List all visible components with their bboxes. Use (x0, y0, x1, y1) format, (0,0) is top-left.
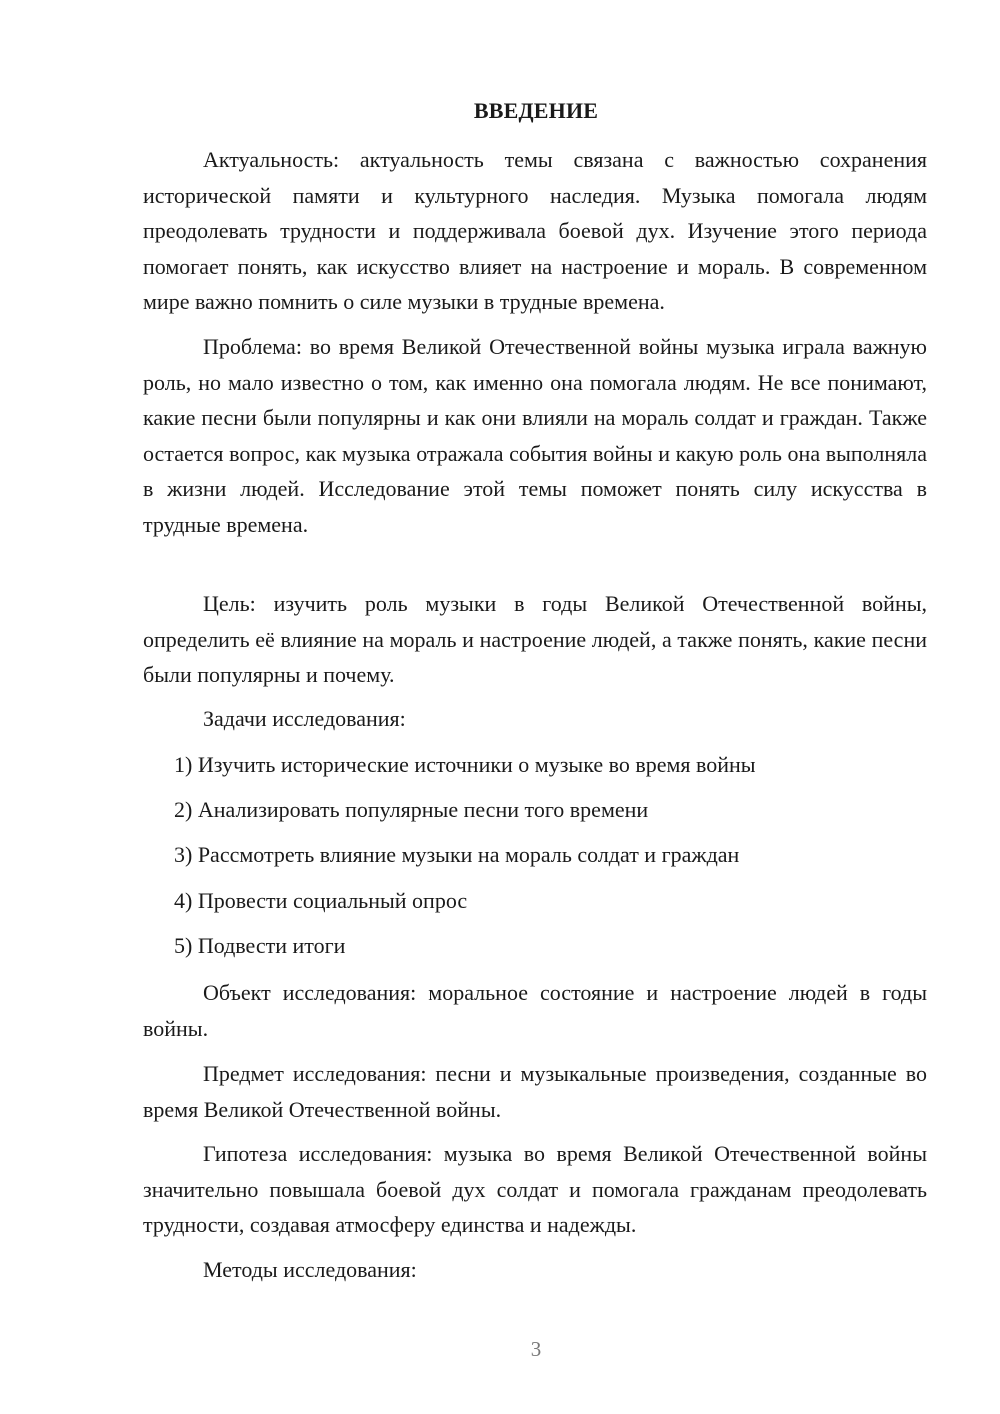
object-paragraph: Объект исследования: моральное состояние и настроение людей в годы войны. (143, 980, 927, 1041)
page-number: 3 (530, 1337, 542, 1361)
hypothesis-paragraph: Гипотеза исследования: музыка во время Великой Отечественной войны значительно повышала боевой дух солдат и помогала гражданам преодолевать трудности, создавая атмосферу единства и надежды. (143, 1141, 927, 1237)
tasks-heading: Задачи исследования: (203, 706, 406, 731)
problem-paragraph: Проблема: во время Великой Отечественной войны музыка играла важную роль, но мало известно о том, как именно она помогала людям. Не все понимают, какие песни были популярны и как они влияли на мораль солдат и граждан. Также остается вопрос, как музыка отражала события войны и какую роль она выполняла в жизни людей. Исследование этой темы поможет понять силу искусства в трудные времена. (143, 334, 927, 537)
task-item: 5) Подвести итоги (174, 933, 346, 958)
subject-paragraph: Предмет исследования: песни и музыкальные произведения, созданные во время Великой Отечественной войны. (143, 1061, 927, 1122)
task-item: 4) Провести социальный опрос (174, 888, 468, 913)
section-title: ВВЕДЕНИЕ (473, 98, 599, 123)
task-item: 1) Изучить исторические источники о музыке во время войны (174, 752, 756, 777)
relevance-paragraph: Актуальность: актуальность темы связана с важностью сохранения исторической памяти и культурного наследия. Музыка помогала людям преодолевать трудности и поддерживала боевой дух. Изучение этого периода помогает понять, как искусство влияет на настроение и мораль. В современном мире важно помнить о силе музыки в трудные времена. (143, 147, 927, 314)
methods-heading: Методы исследования: (203, 1257, 417, 1282)
task-item: 2) Анализировать популярные песни того времени (174, 797, 649, 822)
goal-paragraph: Цель: изучить роль музыки в годы Великой Отечественной войны, определить её влияние на мораль и настроение людей, а также понять, какие песни были популярны и почему. (143, 591, 927, 687)
task-item: 3) Рассмотреть влияние музыки на мораль солдат и граждан (174, 842, 740, 867)
